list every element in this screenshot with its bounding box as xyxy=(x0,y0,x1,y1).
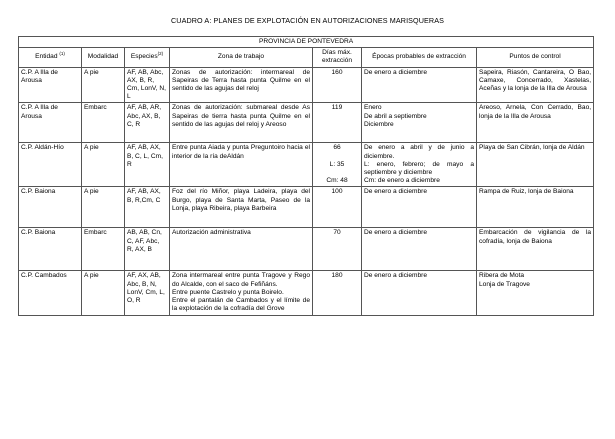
cell-zona: Entre punta Aiada y punta Preguntoiro hacia el interior de la ría deAldán xyxy=(170,143,313,187)
cell-modalidad: A pie xyxy=(82,67,125,103)
header-especies: Especies$^{(2)}$ xyxy=(125,48,170,67)
zona-line: Entre puente Castrelo y punta Boirelo. xyxy=(172,288,284,296)
cell-puntos: Sapeira, Riasón, Cantareira, O Bao, Camaxe, Concerrado, Xastelas, Aceñas y la lonja de la Illa de Arousa xyxy=(477,67,594,103)
cell-entidad: C.P. Aldán-Hío xyxy=(19,143,82,187)
header-dias: Días máx. extracción xyxy=(313,48,362,67)
cell-modalidad: Embarc xyxy=(82,103,125,143)
cell-modalidad: A pie xyxy=(82,271,125,316)
cell-puntos: Areoso, Arnela, Con Cerrado, Bao, lonja de la Illa de Arousa xyxy=(477,103,594,143)
header-epocas: Épocas probables de extracción xyxy=(362,48,477,67)
cell-puntos xyxy=(477,271,594,316)
dias-value: L: 35 xyxy=(329,160,345,168)
cell-especies: AF, AB, Abc, AX, B, R, Cm, LonV, N, L xyxy=(125,67,170,103)
table-row xyxy=(19,67,594,103)
cell-entidad: C.P. Cambados xyxy=(19,271,82,316)
cell-especies: AF, AB, AX, B, C, L, Cm, R xyxy=(125,143,170,187)
exploitation-plans-table xyxy=(18,36,594,316)
cell-zona: Zonas de autorización: intermareal de Sapeiras de Terra hasta punta Quilme en el sentido de las agujas del reloj xyxy=(170,67,313,103)
header-entidad: Entidad $^{(1)}$ xyxy=(19,48,82,67)
province-heading: PROVINCIA DE PONTEVEDRA xyxy=(19,37,594,48)
cell-epocas: De enero a diciembre xyxy=(362,67,477,103)
cell-epocas: De enero a diciembre xyxy=(362,187,477,228)
cell-especies: AB, AB, Cn, C, AF, Abc, R, AX, B xyxy=(125,228,170,271)
epoca-line: Cm: de enero a diciembre xyxy=(364,177,440,185)
punto-line: Ribera de Mota xyxy=(479,272,525,280)
dias-value: Cm: 48 xyxy=(326,176,348,184)
cell-dias: 160 xyxy=(313,67,362,103)
cell-especies: AF, AB, AX, B, R,Cm, C xyxy=(125,187,170,228)
cell-modalidad: A pie xyxy=(82,143,125,187)
zona-line: Entre el pantalán de Cambados y el límite de la explotación de la cofradía del Grove xyxy=(172,297,310,313)
cell-dias: 70 xyxy=(313,228,362,271)
table-row xyxy=(19,103,594,143)
table-row xyxy=(19,187,594,228)
cell-modalidad: A pie xyxy=(82,187,125,228)
epoca-line: De enero a abril y de junio a diciembre. xyxy=(364,144,474,160)
cell-epocas: De enero a diciembre xyxy=(362,228,477,271)
cell-puntos: Playa de San Cibrán, lonja de Aldán xyxy=(477,143,594,187)
cell-dias: 180 xyxy=(313,271,362,316)
cell-especies: AF, AB, AR, Abc, AX, B, C, R xyxy=(125,103,170,143)
epoca-line: Enero xyxy=(364,104,382,112)
cell-zona: Autorización administrativa xyxy=(170,228,313,271)
dias-value: 66 xyxy=(333,144,341,152)
table-row xyxy=(19,143,594,187)
cell-dias: 119 xyxy=(313,103,362,143)
cell-modalidad: Embarc xyxy=(82,228,125,271)
header-puntos: Puntos de control xyxy=(477,48,594,67)
cell-puntos: Rampa de Ruiz, lonja de Baiona xyxy=(477,187,594,228)
header-zona: Zona de trabajo xyxy=(170,48,313,67)
cell-dias xyxy=(313,143,362,187)
cell-epocas xyxy=(362,143,477,187)
cell-zona xyxy=(170,271,313,316)
cell-especies: AF, AX, AB, Abc, B, N, LonV, Cm, L, O, R xyxy=(125,271,170,316)
epoca-line: De abril a septiembre xyxy=(364,112,427,120)
cell-epocas xyxy=(362,103,477,143)
cell-epocas: De enero a diciembre xyxy=(362,271,477,316)
cell-entidad: C.P. A Illa de Arousa xyxy=(19,67,82,103)
cell-zona: Foz del río Miñor, playa Ladeira, playa del Burgo, playa de Santa Marta, Paseo de la Lonja, playa Ribeira, playa Barbeira xyxy=(170,187,313,228)
table-row xyxy=(19,271,594,316)
epoca-line: Diciembre xyxy=(364,120,394,128)
cell-entidad: C.P. A Illa de Arousa xyxy=(19,103,82,143)
cell-entidad: C.P. Baiona xyxy=(19,187,82,228)
header-modalidad: Modalidad xyxy=(82,48,125,67)
table-row xyxy=(19,228,594,271)
cell-puntos: Embarcación de vigilancia de la cofradía, lonja de Baiona xyxy=(477,228,594,271)
cell-zona: Zonas de autorización: submareal desde As Sapeiras de tierra hasta punta Quilme en el sentido de las agujas del reloj y Areoso xyxy=(170,103,313,143)
cell-dias: 100 xyxy=(313,187,362,228)
cell-entidad: C.P. Baiona xyxy=(19,228,82,271)
zona-line: Zona intermareal entre punta Tragove y Rego do Alcalde, con el saco de Fefiñáns. xyxy=(172,272,310,288)
column-header-row xyxy=(19,48,594,67)
province-header-row xyxy=(19,37,594,48)
document-title: CUADRO A: PLANES DE EXPLOTACIÓN EN AUTORIZACIONES MARISQUERAS xyxy=(170,16,445,25)
epoca-line: L: enero, febrero; de mayo a septiembre y diciembre xyxy=(364,160,474,177)
punto-line: Lonja de Tragove xyxy=(479,280,530,288)
